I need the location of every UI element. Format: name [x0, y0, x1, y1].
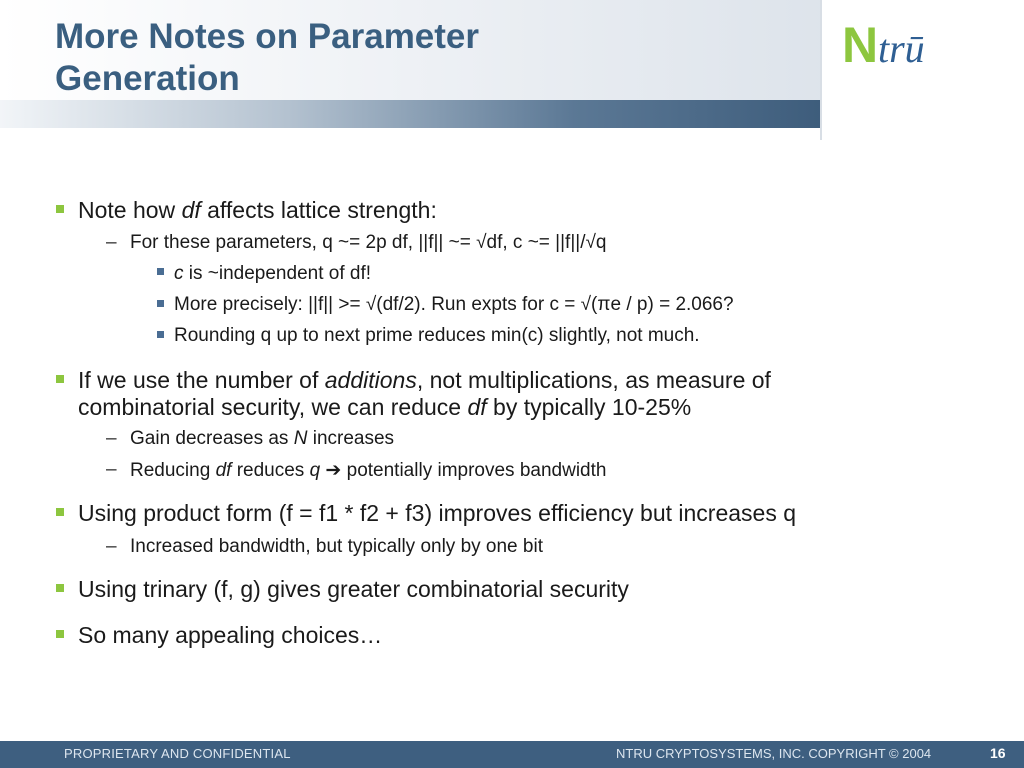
logo-wordmark: trū [878, 26, 925, 71]
ntru-logo [840, 16, 980, 72]
bullet-4: Using trinary (f, g) gives greater combinatorial security [78, 576, 629, 602]
bullet-2: If we use the number of additions, not multiplications, as measure of [78, 367, 771, 393]
bullet-3-1: Increased bandwidth, but typically only by one bit [130, 536, 543, 557]
bullet-marker [56, 508, 64, 516]
dash-marker: – [106, 232, 117, 253]
dash-marker: – [106, 536, 117, 557]
arrow-icon: ➔ [320, 460, 347, 481]
bullet-marker [56, 630, 64, 638]
bullet-1: Note how df affects lattice strength: [78, 197, 437, 223]
bullet-1-1-2: More precisely: ||f|| >= √(df/2). Run expts for c = √(πe / p) = 2.066? [174, 294, 734, 315]
page-number: 16 [990, 745, 1006, 761]
sub-bullet-marker [157, 331, 164, 338]
footer-confidential: PROPRIETARY AND CONFIDENTIAL [64, 746, 291, 761]
dash-marker: – [106, 428, 117, 449]
bullet-3: Using product form (f = f1 * f2 + f3) improves efficiency but increases q [78, 500, 797, 526]
logo-letter-n: N [842, 17, 879, 72]
sub-bullet-marker [157, 268, 164, 275]
bullet-5: So many appealing choices… [78, 622, 383, 648]
header-bar [0, 100, 820, 128]
bullet-1-1-1: c is ~independent of df! [174, 263, 372, 284]
bullet-marker [56, 205, 64, 213]
bullet-2-line-2: combinatorial security, we can reduce df by typically 10-25% [78, 394, 692, 420]
bullet-marker [56, 584, 64, 592]
dash-marker: – [106, 459, 117, 480]
slide-title: More Notes on Parameter Generation [55, 17, 480, 98]
bullet-1-1: For these parameters, q ~= 2p df, ||f|| ~= √df, c ~= ||f||/√q [130, 232, 607, 253]
bullet-2-1: Gain decreases as N increases [130, 428, 395, 449]
footer-copyright: NTRU CRYPTOSYSTEMS, INC. COPYRIGHT © 2004 [616, 746, 932, 761]
sub-bullet-marker [157, 300, 164, 307]
bullet-2-2: Reducing df reduces q ➔ potentially improves bandwidth [130, 460, 607, 481]
bullet-marker [56, 375, 64, 383]
bullet-1-1-3: Rounding q up to next prime reduces min(c) slightly, not much. [174, 325, 700, 346]
